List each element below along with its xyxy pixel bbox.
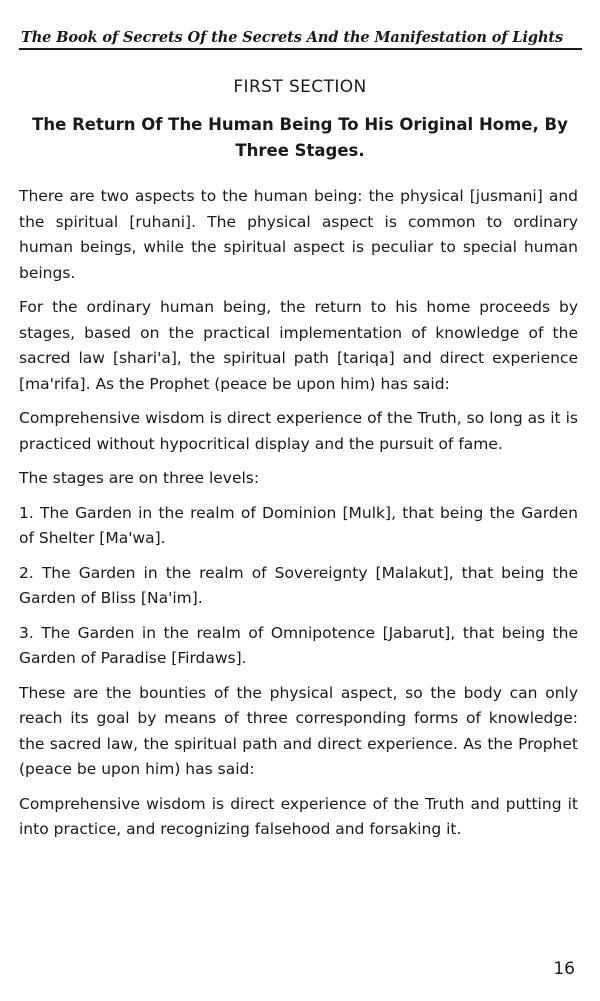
section-title: FIRST SECTION [233,77,367,97]
paragraph: The stages are on three levels: [19,469,260,487]
page-number: 16 [553,959,575,979]
list-item: 1. The Garden in the realm of Dominion [Mulk], that being the Garden of Shelter [Ma'wa]. [19,503,578,547]
body-text [19,184,578,852]
list-item: 2. The Garden in the realm of Sovereignty [Malakut], that being the Garden of Bliss [Na'im]. [19,563,578,607]
paragraph: There are two aspects to the human being: the physical [jusmani] and the spiritual [ruhani]. The physical aspect is common to ordinary human beings, while the spiritual aspect is peculiar to special human beings. [19,187,578,282]
header-rule [19,48,582,50]
list-item: 3. The Garden in the realm of Omnipotence [Jabarut], that being the Garden of Paradise [Firdaws]. [19,623,578,667]
paragraph-quote: Comprehensive wisdom is direct experience of the Truth and putting it into practice, and recognizing falsehood and forsaking it. [19,794,578,838]
paragraph: For the ordinary human being, the return to his home proceeds by stages, based on the practical implementation of knowledge of the sacred law [shari'a], the spiritual path [tariqa] and direct experience [ma'rifa]. As the Prophet (peace be upon him) has said: [19,298,578,393]
paragraph-quote: Comprehensive wisdom is direct experience of the Truth, so long as it is practiced without hypocritical display and the pursuit of fame. [19,409,578,453]
chapter-title: The Return Of The Human Being To His Original Home, By Three Stages. [32,115,568,160]
paragraph: These are the bounties of the physical aspect, so the body can only reach its goal by means of three corresponding forms of knowledge: the sacred law, the spiritual path and direct experience. As the Prophet (peace be upon him) has said: [19,683,578,778]
running-header: The Book of Secrets Of the Secrets And the Manifestation of Lights [21,29,564,46]
